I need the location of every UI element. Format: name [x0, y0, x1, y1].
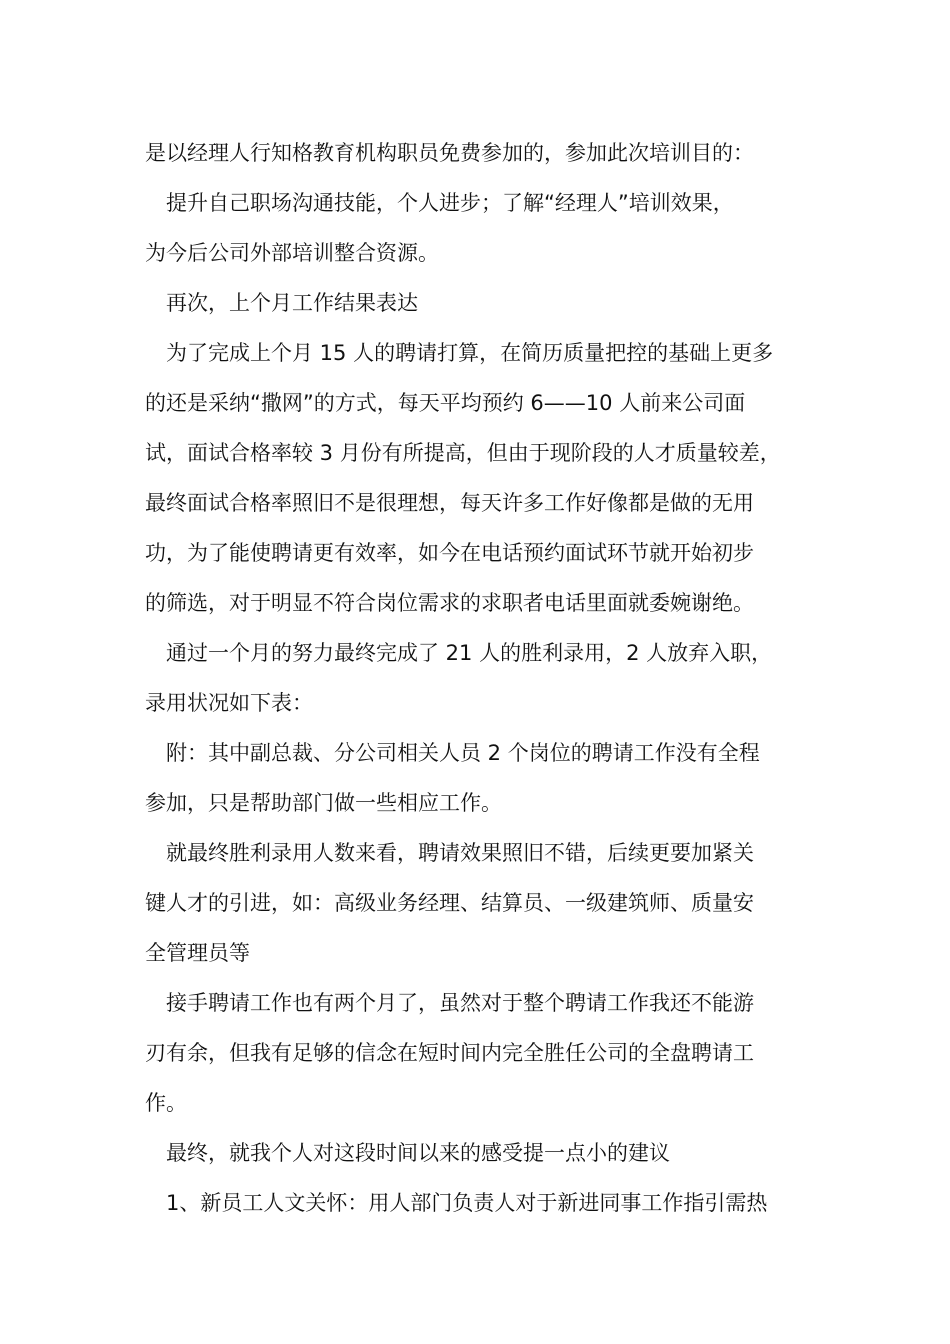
text-line-18: 接手聘请工作也有两个月了，虽然对于整个聘请工作我还不能游 — [166, 991, 754, 1015]
text-line-19: 刃有余，但我有足够的信念在短时间内完全胜任公司的全盘聘请工 — [145, 1041, 754, 1065]
text-line-8: 最终面试合格率照旧不是很理想，每天许多工作好像都是做的无用 — [145, 491, 754, 515]
text-line-17: 全管理员等 — [145, 941, 250, 965]
text-line-10: 的筛选，对于明显不符合岗位需求的求职者电话里面就委婉谢绝。 — [145, 591, 754, 615]
text-line-5: 为了完成上个月 15 人的聘请打算，在简历质量把控的基础上更多 — [166, 341, 774, 365]
text-line-9: 功，为了能使聘请更有效率，如今在电话预约面试环节就开始初步 — [145, 541, 754, 565]
text-line-15: 就最终胜利录用人数来看，聘请效果照旧不错，后续更要加紧关 — [166, 841, 754, 865]
text-line-14: 参加，只是帮助部门做一些相应工作。 — [145, 791, 502, 815]
text-line-7: 试，面试合格率较 3 月份有所提高，但由于现阶段的人才质量较差， — [145, 441, 781, 465]
text-line-20: 作。 — [145, 1091, 187, 1115]
text-line-3: 为今后公司外部培训整合资源。 — [145, 241, 439, 265]
text-line-12: 录用状况如下表： — [145, 691, 313, 715]
text-line-13: 附：其中副总裁、分公司相关人员 2 个岗位的聘请工作没有全程 — [166, 741, 760, 765]
text-line-4: 再次，上个月工作结果表达 — [166, 291, 418, 315]
text-line-22: 1、新员工人文关怀：用人部门负责人对于新进同事工作指引需热 — [166, 1191, 768, 1215]
text-line-6: 的还是采纳“撒网”的方式，每天平均预约 6——10 人前来公司面 — [145, 391, 746, 415]
document-body — [145, 128, 825, 1228]
text-line-16: 键人才的引进，如：高级业务经理、结算员、一级建筑师、质量安 — [145, 891, 754, 915]
text-line-1: 是以经理人行知格教育机构职员免费参加的，参加此次培训目的： — [145, 141, 754, 165]
text-line-21: 最终，就我个人对这段时间以来的感受提一点小的建议 — [166, 1141, 670, 1165]
text-line-11: 通过一个月的努力最终完成了 21 人的胜利录用，2 人放弃入职， — [166, 641, 773, 665]
text-line-2: 提升自己职场沟通技能，个人进步；了解“经理人”培训效果， — [166, 191, 734, 215]
